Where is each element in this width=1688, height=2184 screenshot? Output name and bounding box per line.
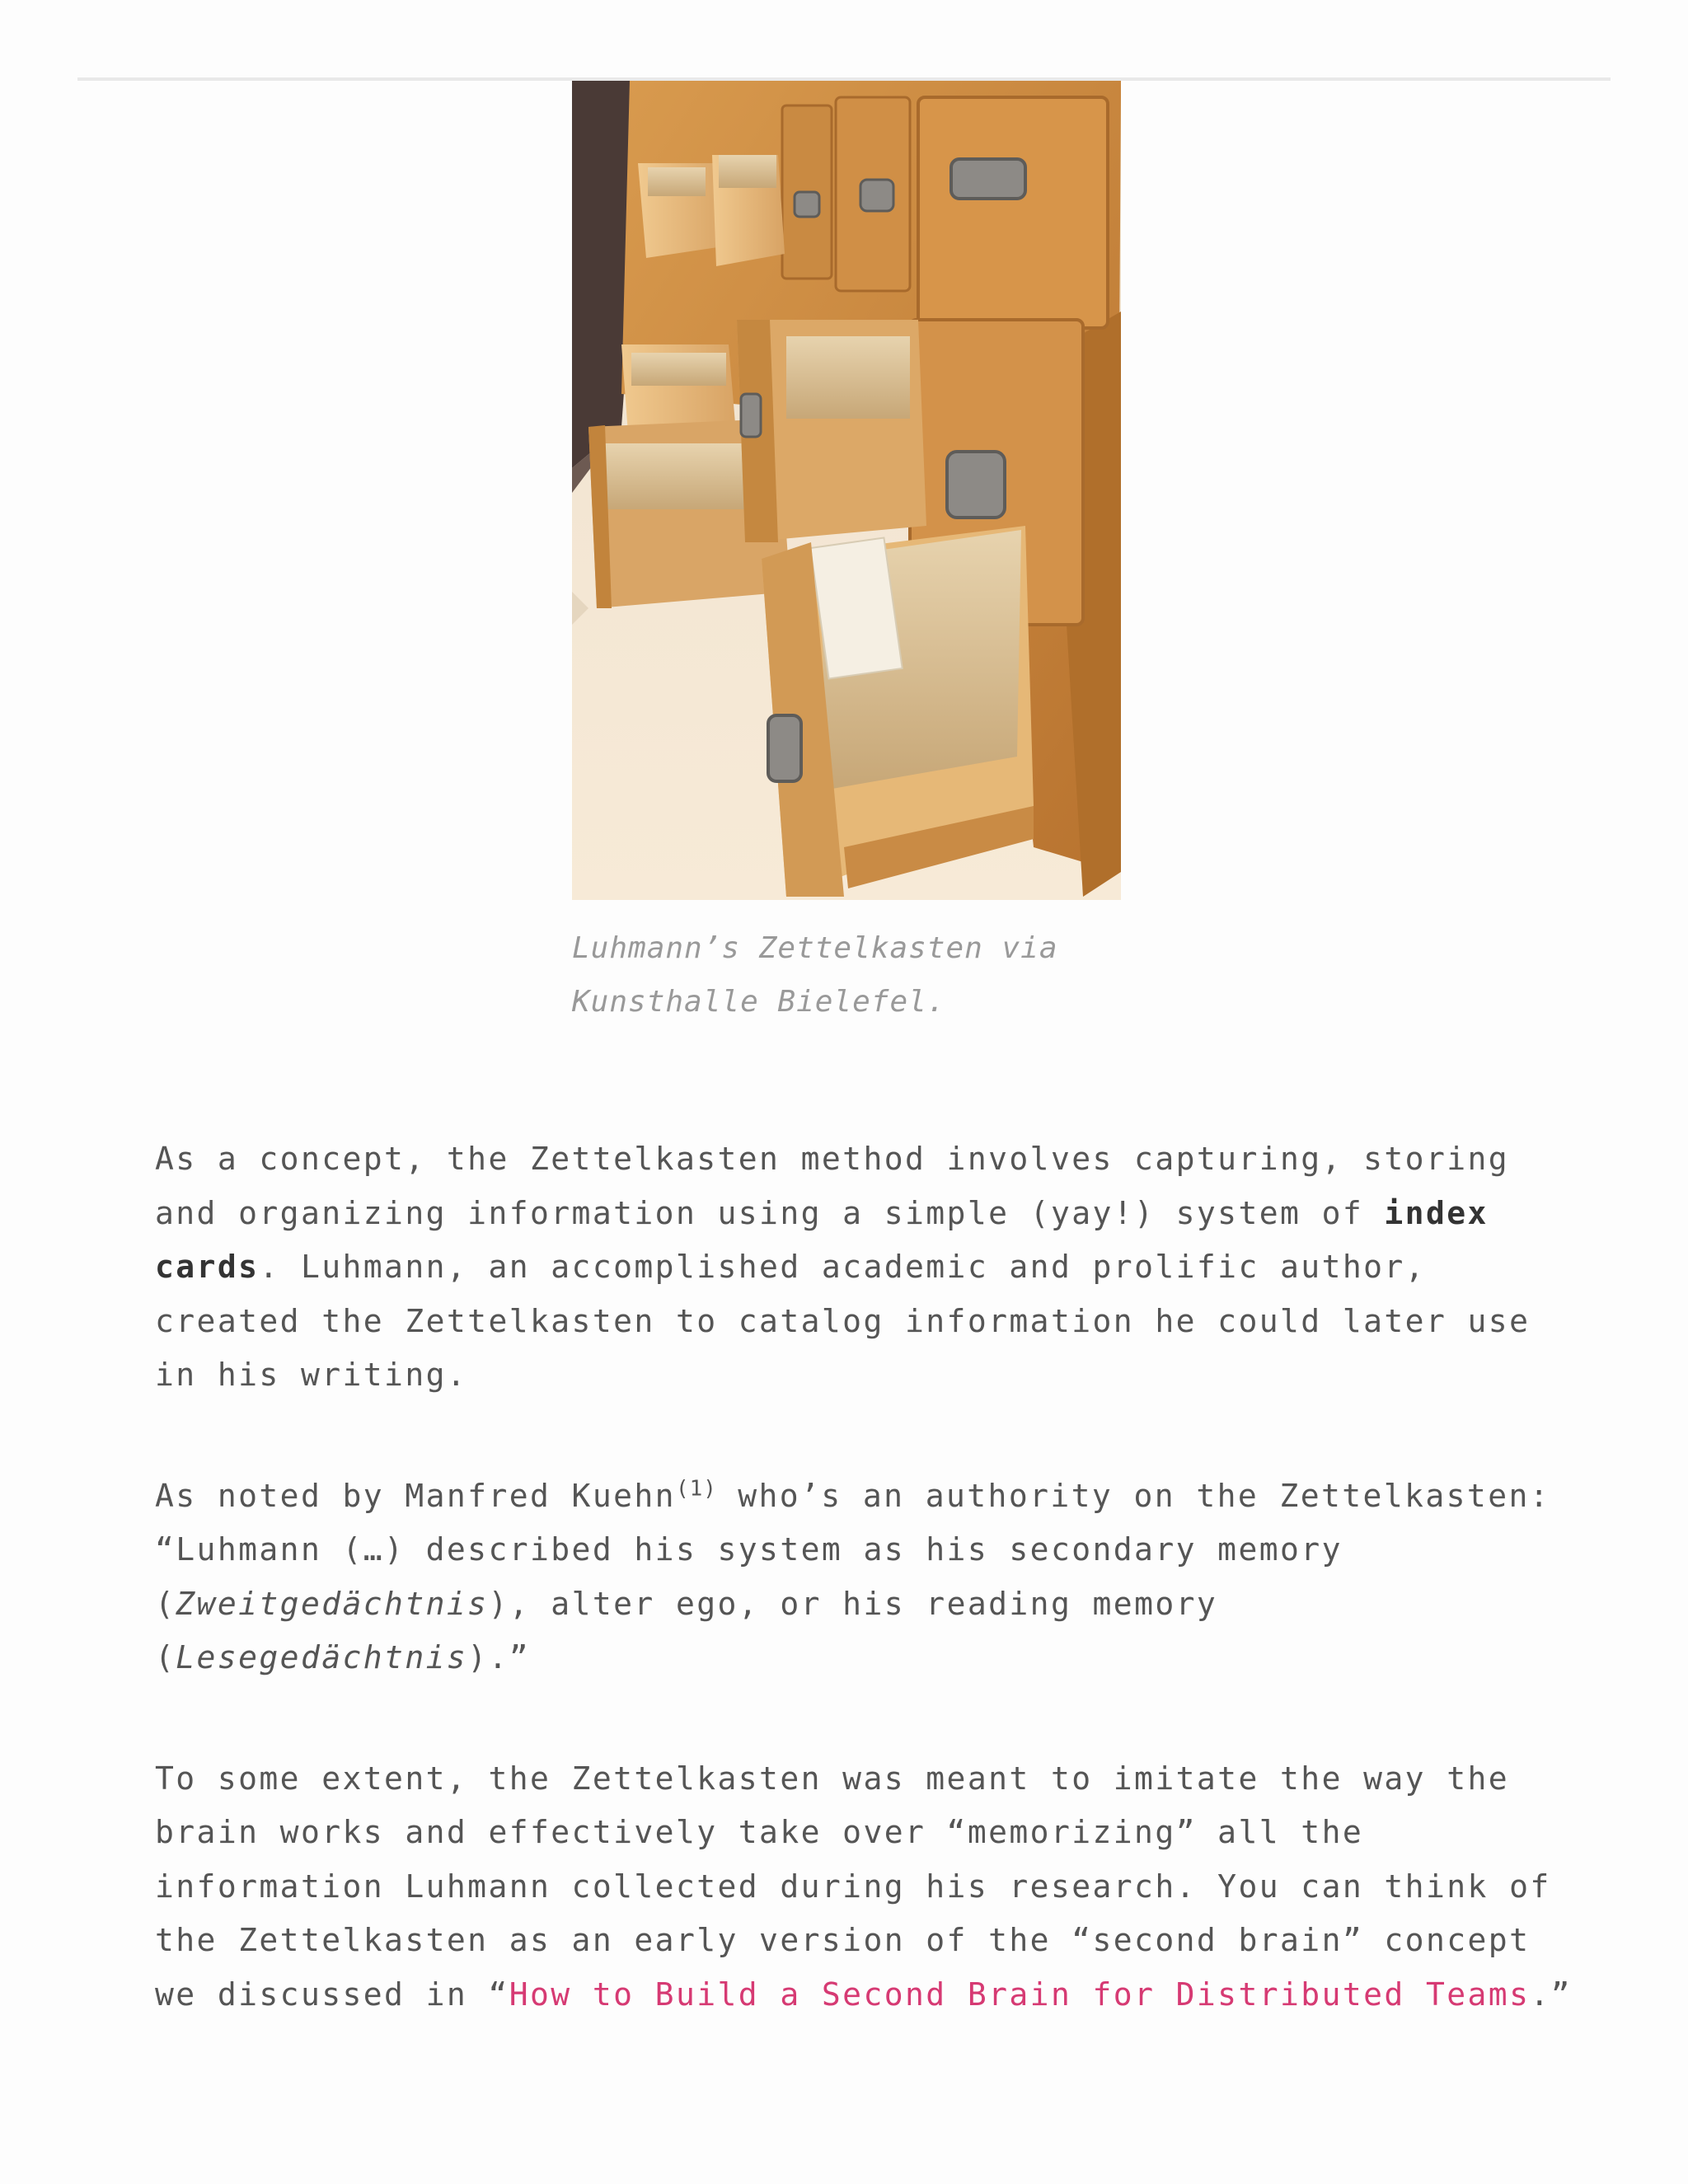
p2-text-before: As noted by Manfred Kuehn	[155, 1477, 676, 1514]
p2-italic-zweitgedaechtnis: Zweitgedächtnis	[176, 1585, 489, 1622]
paragraph-second-brain	[155, 1752, 1589, 2022]
caption-line-1: Luhmann’s Zettelkasten via	[572, 931, 1058, 965]
zettelkasten-cabinet-photo	[572, 81, 1121, 900]
p1-bold-index-cards: index cards	[155, 1194, 1489, 1285]
footnote-reference[interactable]: (1)	[675, 1475, 717, 1501]
caption-line-2: Kunsthalle Bielefel.	[572, 985, 946, 1019]
article-figure	[572, 81, 1121, 1029]
article-body	[155, 1132, 1589, 2088]
p3-text-before: To some extent, the Zettelkasten was meant to imitate the way the brain works and effectively take over “memorizing” all the information Luhmann collected during his research. You can think of the Zettelkasten as an early version of the “second brain” concept we discussed in “	[155, 1760, 1551, 2013]
paragraph-kuehn-quote	[155, 1469, 1589, 1685]
p3-text-after: .”	[1530, 1975, 1572, 2013]
p1-text-before: As a concept, the Zettelkasten method involves capturing, storing and organizing information using a simple (yay!) system of	[155, 1141, 1510, 1231]
p2-text-after: ).”	[467, 1639, 531, 1675]
second-brain-article-link[interactable]: How to Build a Second Brain for Distributed Teams	[509, 1975, 1531, 2013]
figure-caption	[572, 921, 1121, 1029]
p2-text-mid: who’s an authority on the Zettelkasten: “Luhmann (…) described his system as his secondary memory (	[155, 1477, 1551, 1622]
p2-text-mid2: ), alter ego, or his reading memory (	[155, 1585, 1218, 1675]
p1-text-after: . Luhmann, an accomplished academic and prolific author, created the Zettelkasten to catalog information he could later use in his writing.	[155, 1249, 1531, 1393]
paragraph-concept	[155, 1132, 1589, 1403]
p2-italic-lesegedaechtnis: Lesegedächtnis	[176, 1639, 468, 1675]
